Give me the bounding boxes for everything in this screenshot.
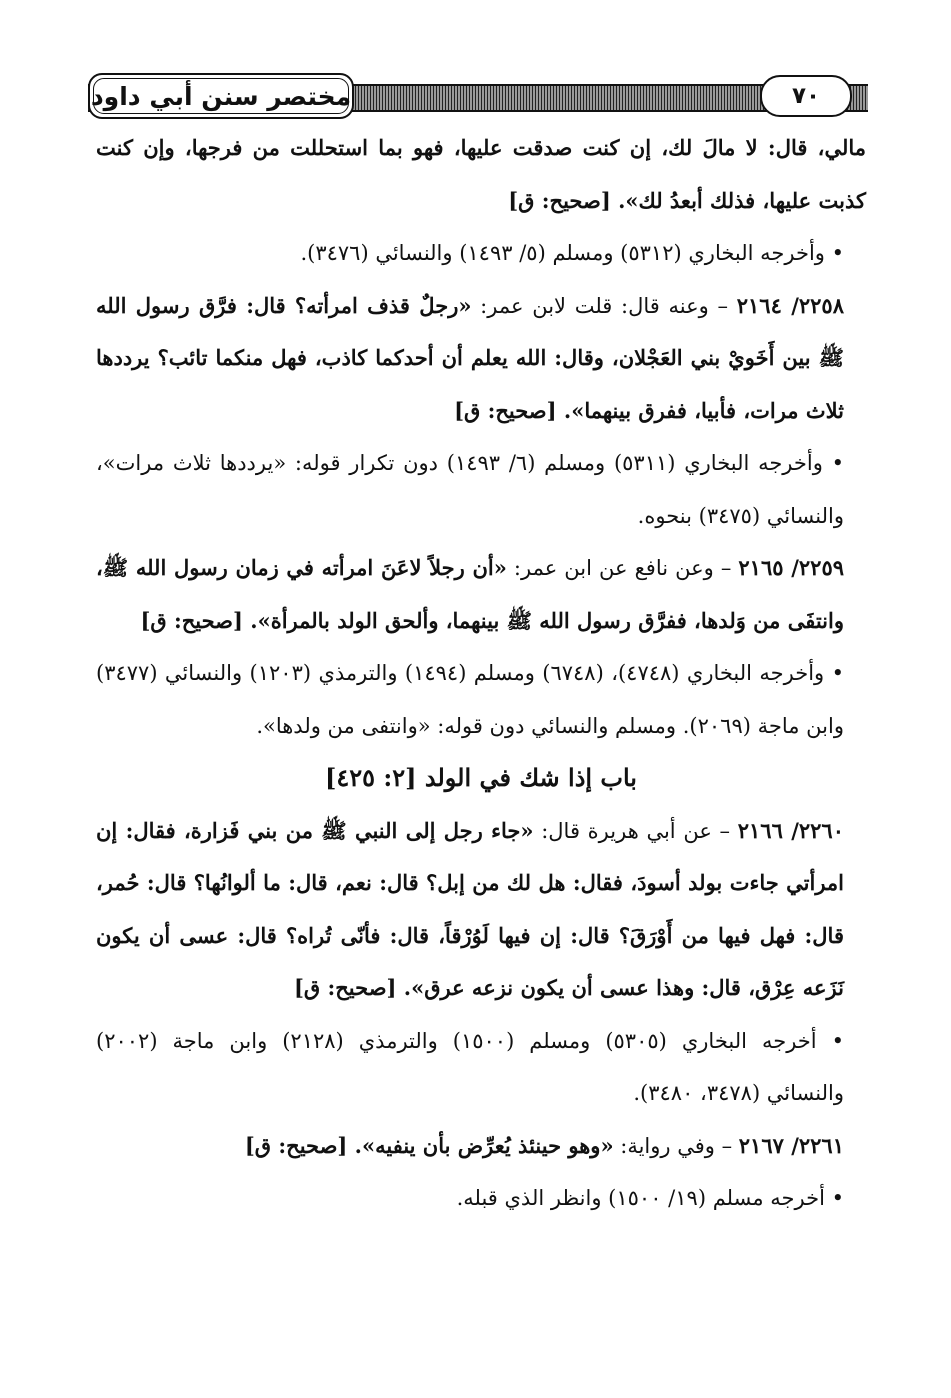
page-body [96,122,866,1225]
hadith-intro: – وعنه قال: قلت لابن عمر: [471,293,737,318]
hadith-paragraph [96,805,866,1015]
hadith-number: ٢٢٥٩/ ٢١٦٥ [738,555,845,580]
hadith-text: «رجلٌ قذف امرأته؟ قال: فرَّق رسول الله ﷺ بين أَخَويْ بني العَجْلان، وقال: الله يعلم أن أحدكما كاذب، فهل منكما تائب؟ يرددها ثلاث مرات، فأبيا، ففرق بينهما». [صحيح: ق] [96,292,844,423]
hadith-text: «جاء رجل إلى النبي ﷺ من بني فَزارة، فقال: إن امرأتي جاءت بولد أسودَ، فقال: هل لك من إبل؟ قال: نعم، قال: ما ألوانُها؟ قال: حُمر، قال: فهل فيها من أَوْرَقَ؟ قال: إن فيها لَوُرْقاً، قال: فأنّى تُراه؟ قال: عسى أن يكون نَزَعه عِرْق، قال: وهذا عسى أن يكون نزعه عرق». [صحيح: ق] [96,817,844,1000]
hadith-paragraph [96,542,866,647]
hadith-number: ٢٢٦٠/ ٢١٦٦ [737,817,844,843]
hadith-continuation: مالي، قال: لا مالَ لك، إن كنت صدقت عليها، فهو بما استحللت من فرجها، وإن كنت كذبت عليها، فذلك أبعدُ لك». [صحيح: ق] [96,135,866,213]
chapter-heading: باب إذا شك في الولد [٢: ٤٢٥] [325,763,637,792]
hadith-number: ٢٢٦١/ ٢١٦٧ [738,1132,844,1158]
takhrij-note: • وأخرجه البخاري (٥٣١١) ومسلم (٦/ ١٤٩٣) دون تكرار قوله: «يرددها ثلاث مرات»، والنسائي (٣٤٧٥) بنحوه. [96,451,844,528]
takhrij-note: • وأخرجه البخاري (٤٧٤٨)، (٦٧٤٨) ومسلم (١٤٩٤) والترمذي (١٢٠٣) والنسائي (٣٤٧٧) وابن ماجة (٢٠٦٩). ومسلم والنسائي دون قوله: «وانتفى من ولدها». [96,661,844,738]
book-title-frame [88,73,354,119]
hadith-paragraph [96,280,866,438]
page-header [88,73,868,119]
hadith-intro: – عن أبي هريرة قال: [533,818,738,843]
takhrij-note: • أخرجه البخاري (٥٣٠٥) ومسلم (١٥٠٠) والترمذي (٢١٢٨) وابن ماجة (٢٠٠٢) والنسائي (٣٤٧٨، ٣٤٨٠). [96,1028,844,1105]
page-number-frame [760,75,852,117]
hadith-text: «أن رجلاً لاعَنَ امرأته في زمان رسول الله ﷺ، وانتفَى من وَلدها، ففرَّق رسول الله ﷺ بينهما، وألحق الولد بالمرأة». [صحيح: ق] [96,555,844,633]
takhrij-note: • وأخرجه البخاري (٥٣١٢) ومسلم (٥/ ١٤٩٣) والنسائي (٣٤٧٦). [300,241,844,265]
hadith-intro: – وفي رواية: [613,1133,739,1158]
page-number: ٧٠ [791,83,821,109]
book-title: مختصر سنن أبي داود [90,81,352,111]
hadith-number: ٢٢٥٨/ ٢١٦٤ [736,292,844,318]
takhrij-note: • أخرجه مسلم (١٩/ ١٥٠٠) وانظر الذي قبله. [456,1186,844,1210]
hadith-intro: – وعن نافع عن ابن عمر: [506,556,739,580]
hadith-paragraph [96,1120,866,1173]
hadith-text: «وهو حينئذ يُعرِّض بأن ينفيه». [صحيح: ق] [244,1132,614,1158]
